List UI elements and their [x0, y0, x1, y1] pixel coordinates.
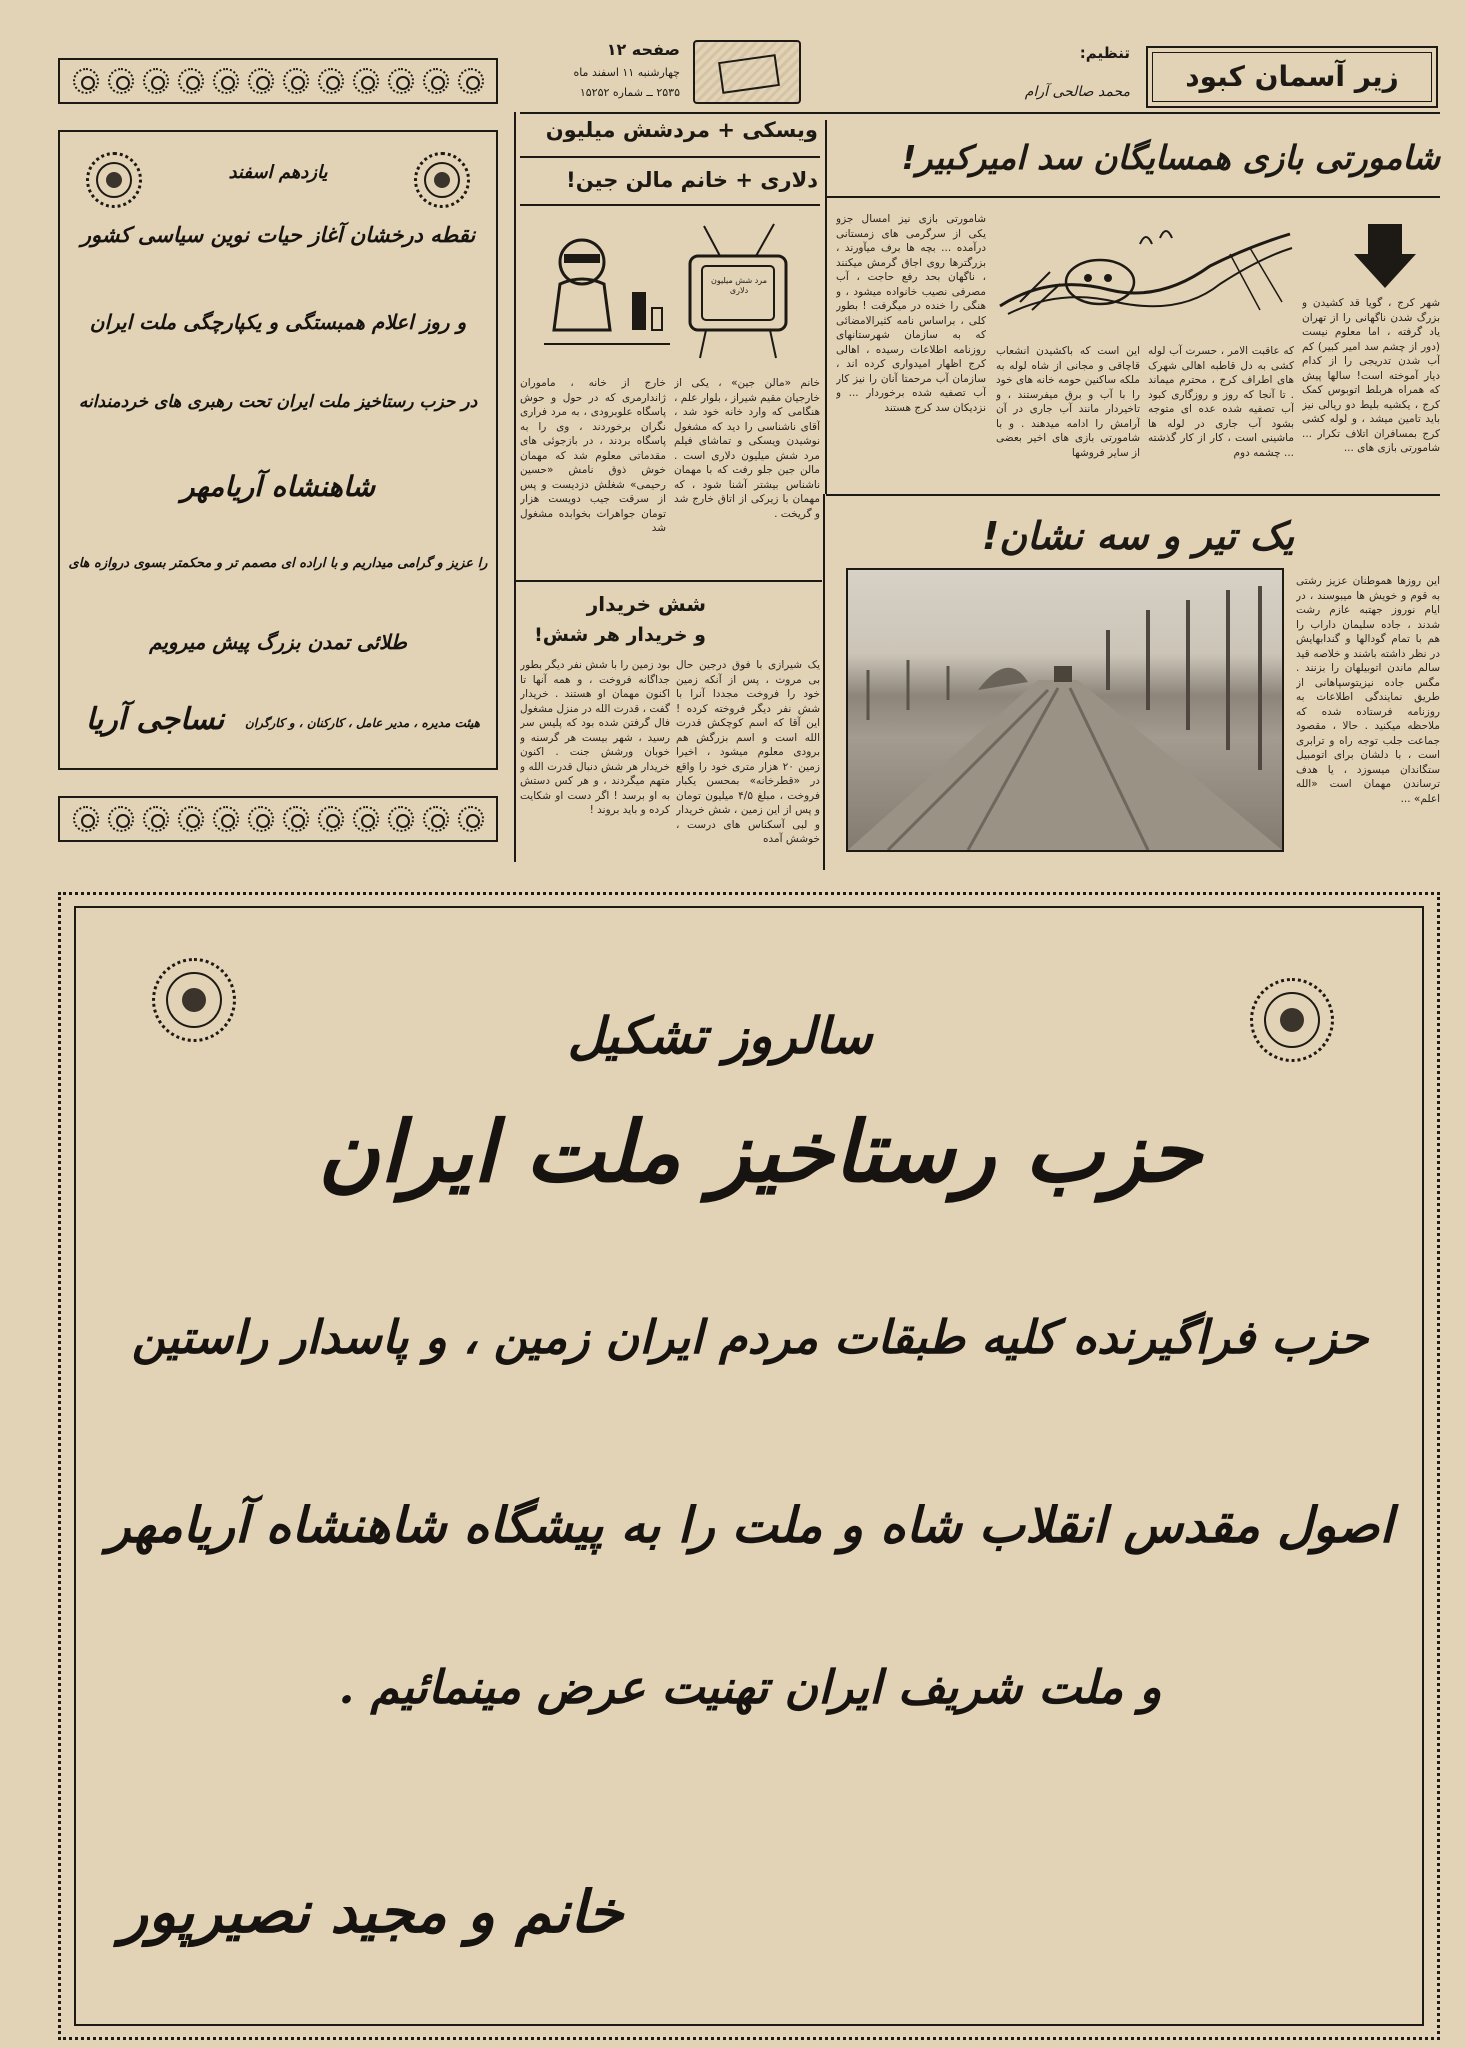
rosette-icon: [283, 806, 309, 832]
main-ad-inner-frame: [74, 906, 1424, 2026]
rosette-icon: [423, 68, 449, 94]
main-ad-line-2: حزب رستاخیز ملت ایران: [318, 1102, 1202, 1201]
rosette-icon: [108, 68, 134, 94]
rosette-icon: [248, 68, 274, 94]
left-ad-line-4: در حزب رستاخیز ملت ایران تحت رهبری های خردمندانه: [78, 392, 478, 412]
left-ad-line-2: نقطه درخشان آغاز حیات نوین سیاسی کشور: [80, 222, 476, 247]
story1-col-1: شهر کرج ، گویا قد کشیدن و بزرگ شدن ناگهانی را از تهران یاد گرفته ، اما معلوم نیست (دور از چشم سد امیر کبیر) کم آب شدن تدریجی را از کدام دیار آموخته است! سالها پیش که همراه هربلط اتوبوس کمک کرج ، یکشیه بلیط دو ریالی نیز باید تامین میشد ، و لوله کشی کرج بمسافران اتلاف تکرار ... شامورتی بازی های ...: [1302, 297, 1440, 454]
tv-screen-caption: مرد شش میلیون دلاری: [710, 276, 768, 295]
main-ad-line-1: سالروز تشکیل: [567, 1006, 873, 1065]
story1-col-3: این است که باکشیدن انشعاب قاچاقی و مجانی از شاه لوله به ملکه ساکنین حومه خانه های خود را با آب و برق میفرستند ، و تاخیردار مانند آب جاری در آن آرامش را ادامه میدهند . و با شامورتی بازی های اخیر بعضی از سایر فروشها: [996, 345, 1140, 459]
rosette-icon: [213, 806, 239, 832]
lion-and-sun-emblem-icon: [1250, 978, 1334, 1062]
left-column-divider: [514, 112, 516, 862]
main-ad-line-5: و ملت شریف ایران تهنیت عرض مینمائیم .: [338, 1660, 1162, 1714]
story2-bottom-rule: [516, 580, 822, 582]
story2-cartoon: [530, 212, 820, 362]
editor-name: محمد صالحی آرام: [1024, 84, 1130, 100]
story1-divider: [825, 120, 827, 494]
down-arrow-icon: [1350, 222, 1420, 292]
road-photo-scene: [848, 570, 1282, 850]
story4-headline: یک تیر و سه نشان!: [981, 514, 1295, 558]
left-ad-line-7: طلائی تمدن بزرگ پیش میرویم: [149, 630, 407, 654]
rosette-icon: [178, 806, 204, 832]
left-ad-signature-prefix: هیئت مدیره ، مدیر عامل ، کارکنان ، و کارگران: [245, 716, 480, 730]
main-ad-line-4: اصول مقدس انقلاب شاه و ملت را به پیشگاه شاهنشاه آریامهر: [106, 1496, 1394, 1554]
rosette-icon: [73, 806, 99, 832]
rosette-icon: [388, 68, 414, 94]
story2-headline-1: ویسکی + مردشش میلیون: [545, 118, 818, 142]
rosette-icon: [143, 806, 169, 832]
issue-line: ۲۵۳۵ ــ شماره ۱۵۲۵۲: [579, 86, 680, 99]
story1-headline: شامورتی بازی همسایگان سد امیرکبیر!: [901, 138, 1440, 177]
story3-col-2: بود زمین را با شش نفر دیگر بطور جداگانه فروخت ، و همه آنها تا اکنون مهمان او هستند . خریدار گفت ، قدرت الله در منزل مشغول فال گرفتن شده بود که پلیس سر رسید ، شهر بیست هر گرسنه و خوبان ورشش جنت . اکنون خریدار هر شش دنبال قدرت الله و متهم میگردند ، و هر کس دستش به او برسد ! اگر دست او شکایت کرده و باید بروند !: [520, 659, 670, 816]
left-ad-line-1: یازدهم اسفند: [228, 162, 328, 183]
story2-mid-rule: [520, 156, 820, 158]
rosette-icon: [143, 68, 169, 94]
story2-headline-rule: [520, 204, 820, 206]
bottom-ornament-strip: [58, 796, 498, 842]
story2-headline-2: دلاری + خانم مالن جین!: [566, 168, 818, 192]
story3-headline-2: و خریدار هر شش!: [534, 624, 706, 646]
rosette-icon: [388, 806, 414, 832]
rosette-icon: [353, 806, 379, 832]
story2-col-2: خارج از خانه ، ماموران ژاندارمری که در حول و حوش پاسگاه علوبرودی ، به مرد فراری نگران برخوردند ، وی را به پاسگاه بردند ، در بازجوئی های مقدماتی معلوم شد که مهمان خوش ذوق نامش «حسین رحیمی» شغلش دزدیست و پس از سرقت جیب دویست هزار تومان جواهرات بخوابده مشغول شد: [520, 377, 666, 534]
editor-label: تنظیم:: [1079, 44, 1130, 62]
rosette-icon: [283, 68, 309, 94]
lion-and-sun-emblem-icon: [414, 152, 470, 208]
date-line: چهارشنبه ۱۱ اسفند ماه: [573, 66, 680, 79]
story1-cartoon: [990, 214, 1300, 334]
story3-headline-1: شش خریدار: [586, 592, 706, 616]
lion-and-sun-emblem-icon: [86, 152, 142, 208]
road-photo: [846, 568, 1284, 852]
story1-bottom-rule: [826, 494, 1440, 496]
rosette-icon: [353, 68, 379, 94]
main-ad-line-3: حزب فراگیرنده کلیه طبقات مردم ایران زمین ، و پاسدار راستین: [131, 1310, 1369, 1364]
column-title: زیر آسمان کبود: [1185, 60, 1399, 93]
masthead-rule: [520, 112, 1440, 114]
left-ad-line-5: شاهنشاه آریامهر: [180, 470, 376, 503]
story3-col-1: یک شیرازی با فوق درجین حال بی مروت ، پس از آنکه زمین خود را فروخت مجددا آنرا با شش نفر دیگر فروخته کرده ! این آقا که اسم کوچکش قدرت الله است و اسم بزرگش هم برودی معلوم میشود ، اخیرا زمین ۲۰ هزار متری خود را واقع در «قطرخانه» بمحسن یکبار فروخت ، مبلغ ۴/۵ میلیون تومان و پس از این زمین ، شش خریدار و لبی آسکناس های درست ، خوشش آمده: [676, 659, 820, 845]
rosette-icon: [248, 806, 274, 832]
rosette-icon: [423, 806, 449, 832]
rosette-icon: [213, 68, 239, 94]
rosette-icon: [318, 806, 344, 832]
page-number: صفحه ۱۲: [606, 40, 680, 59]
left-ad-line-6: را عزیز و گرامی میداریم و با اراده ای مصمم تر و محکمتر بسوی دروازه های: [68, 556, 488, 571]
left-ad-line-3: و روز اعلام همبستگی و یکپارچگی ملت ایران: [89, 310, 467, 334]
rosette-icon: [458, 806, 484, 832]
rosette-icon: [458, 68, 484, 94]
rosette-icon: [178, 68, 204, 94]
main-ad-signature: خانم و مجید نصیرپور: [120, 1878, 624, 1946]
lion-and-sun-emblem-icon: [152, 958, 236, 1042]
story3-divider: [823, 494, 825, 870]
rosette-icon: [73, 68, 99, 94]
rosette-icon: [108, 806, 134, 832]
story2-col-1: خانم «مالن جین» ، یکی از خارجیان مقیم شیراز ، بلوار علم ، هنگامی که وارد خانه خود شد ، آقای ناشناسی را دید که مشغول نوشیدن ویسکی و تماشای فیلم مرد شش میلیون دلاری است . مالن جین جلو رفت که با مهمان ناشناس بیشتر آشنا شود ، که مهمان با زیرکی از اتاق خارج شد و گریخت .: [674, 377, 820, 520]
story1-col-4: شامورتی بازی نیز امسال جزو یکی از سرگرمی های زمستانی درآمده ... بچه ها برف میآورند ، بزرگترها روی اجاق گرمش میکنند ، ناگهان بحد رفع حاجت ، آب مصرفی نصیب خانواده میشود ، و هنگی را خنده در میگرفت ! بطور کلی ، براساس نامه کثیرالامضائی که به سازمان شهرستانهای روزنامه اطلاعات رسیده ، اهالی کرج اظهار امیدواری کرده اند ، سازمان آب مرحمتا آنان را نیز کار آب تصفیه شده برخوردار ... و نزدیکان سد کرج هستند: [836, 213, 986, 414]
story4-col-1: این روزها هموطنان عزیز رشتی به قوم و خویش ها میبوسند ، در ایام نوروز جهتبه عازم رشت شدند ، جاده سلیمان داراب را هم با تمام گودالها و گندابهایش در نظر داشته باشند و خلاصه قید سالم ماندن اتوبیلهان را بزنند . مگس جاده نیزیتوسپاهانی از طریق نمایندگی اطلاعات به روزنامه فرستاده شده که ملاحظه میکنید . حالا ، مقصود جماعت جلب توجه راه و ترابری است ، با دلشان برای اتومبیل ستگاندان میسوزد ، یا هدف ترساندن مهمان است «الله اعلم» ...: [1296, 575, 1440, 805]
rosette-icon: [318, 68, 344, 94]
left-ad-signature-name: نساجی آریا: [85, 702, 225, 737]
story1-rule: [826, 196, 1440, 198]
story1-col-2: که عاقبت الامر ، حسرت آب لوله کشی به دل قاطبه اهالی شهرک های اطراف کرج ، محترم میماند . تا آنجا که روز و روزگاری کبود آب تصفیه شده عده ای متوجه بشود آب جاری در لوله ها ماشینی است ، کار از کار گذشته ... چشمه دوم: [1148, 345, 1294, 459]
top-ornament-strip: [58, 58, 498, 104]
